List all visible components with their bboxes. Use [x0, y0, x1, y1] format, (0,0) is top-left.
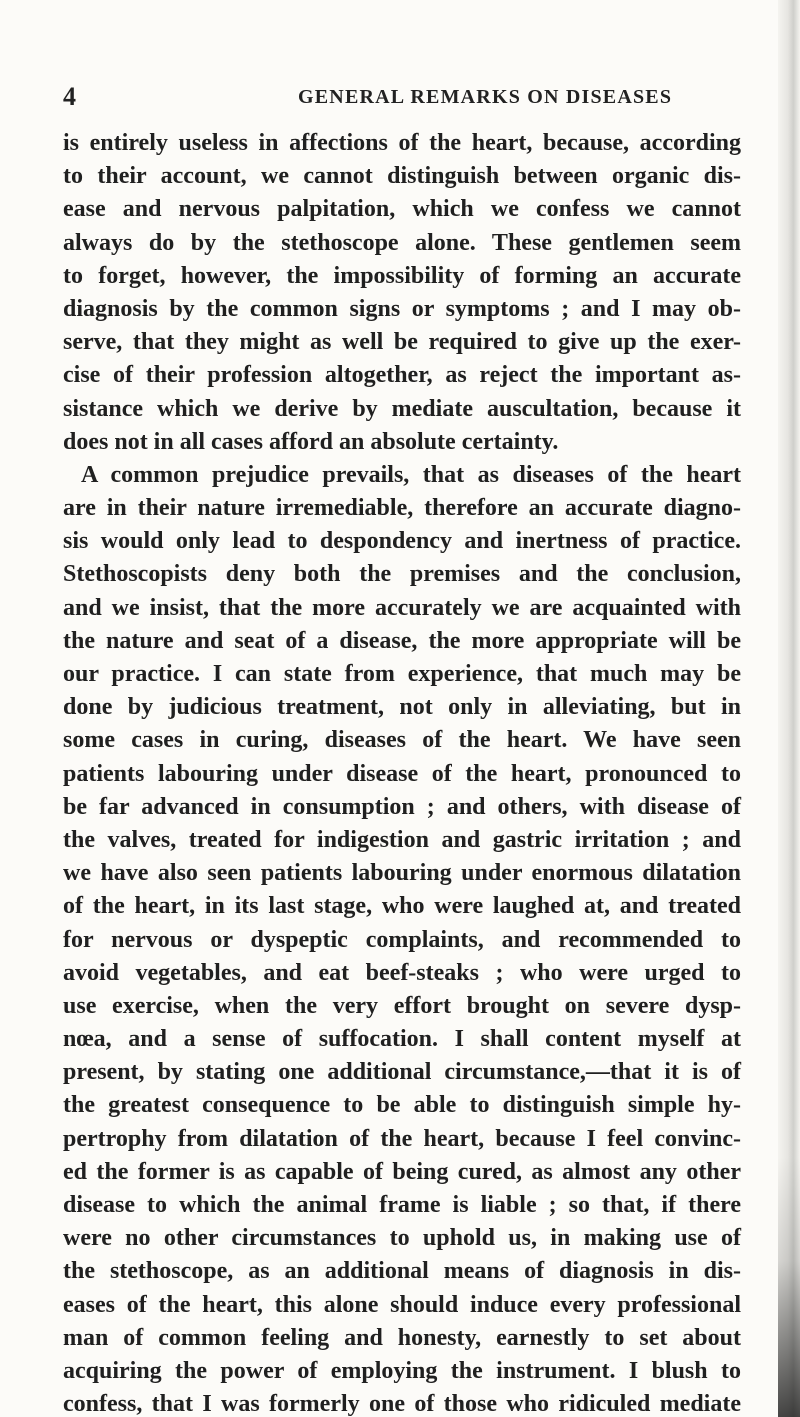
text-line: and we insist, that the more accurately we are acquainted with: [63, 594, 741, 621]
text-line: sistance which we derive by mediate auscultation, because it: [63, 395, 741, 422]
text-line: to their account, we cannot distinguish between organic dis-: [63, 163, 741, 190]
text-line: man of common feeling and honesty, earnestly to set about: [63, 1324, 741, 1351]
text-line: is entirely useless in affections of the heart, because, according: [63, 130, 741, 156]
text-line: does not in all cases afford an absolute certainty.: [63, 428, 559, 455]
text-line: be far advanced in consumption ; and others, with disease of: [63, 793, 741, 820]
text-line: were no other circumstances to uphold us, in making use of: [63, 1225, 741, 1252]
text-line: acquiring the power of employing the instrument. I blush to: [63, 1357, 741, 1384]
text-line: A common prejudice prevails, that as diseases of the heart: [81, 461, 741, 488]
text-line: Stethoscopists deny both the premises and the conclusion,: [63, 561, 741, 588]
body-text: [63, 127, 741, 1417]
text-line: of the heart, in its last stage, who were laughed at, and treated: [63, 893, 741, 920]
text-line: to forget, however, the impossibility of forming an accurate: [63, 262, 741, 289]
text-line: the valves, treated for indigestion and gastric irritation ; and: [63, 826, 741, 853]
text-line: confess, that I was formerly one of those who ridiculed mediate: [63, 1391, 741, 1417]
text-line: we have also seen patients labouring under enormous dilatation: [63, 860, 741, 887]
corner-shadow: [778, 1157, 800, 1417]
text-line: disease to which the animal frame is liable ; so that, if there: [63, 1192, 741, 1218]
text-line: eases of the heart, this alone should induce every professional: [63, 1291, 741, 1318]
text-line: diagnosis by the common signs or symptoms ; and I may ob-: [63, 295, 741, 322]
text-line: for nervous or dyspeptic complaints, and recommended to: [63, 926, 741, 953]
text-line: ease and nervous palpitation, which we confess we cannot: [63, 196, 741, 223]
text-line: the stethoscope, as an additional means of diagnosis in dis-: [63, 1258, 741, 1285]
text-line: use exercise, when the very effort brought on severe dysp-: [63, 992, 741, 1019]
text-line: serve, that they might as well be required to give up the exer-: [63, 329, 741, 356]
text-line: avoid vegetables, and eat beef-steaks ; who were urged to: [63, 959, 741, 986]
text-line: our practice. I can state from experience, that much may be: [63, 661, 741, 687]
text-line: ed the former is as capable of being cured, as almost any other: [63, 1158, 741, 1185]
text-line: the nature and seat of a disease, the more appropriate will be: [63, 627, 741, 654]
text-line: some cases in curing, diseases of the heart. We have seen: [63, 727, 741, 754]
text-line: cise of their profession altogether, as reject the important as-: [63, 362, 741, 389]
text-line: patients labouring under disease of the heart, pronounced to: [63, 760, 741, 787]
text-line: nœa, and a sense of suffocation. I shall content myself at: [63, 1026, 741, 1053]
text-line: the greatest consequence to be able to distinguish simple hy-: [63, 1092, 741, 1119]
page-number: 4: [63, 82, 76, 111]
text-line: are in their nature irremediable, therefore an accurate diagno-: [63, 495, 741, 522]
text-line: always do by the stethoscope alone. These gentlemen seem: [63, 229, 741, 256]
text-line: pertrophy from dilatation of the heart, because I feel convinc-: [63, 1125, 741, 1152]
text-line: present, by stating one additional circumstance,—that it is of: [63, 1059, 741, 1086]
running-head-title: GENERAL REMARKS ON DISEASES: [298, 86, 673, 108]
text-line: sis would only lead to despondency and inertness of practice.: [63, 528, 741, 555]
text-line: done by judicious treatment, not only in alleviating, but in: [63, 694, 741, 721]
